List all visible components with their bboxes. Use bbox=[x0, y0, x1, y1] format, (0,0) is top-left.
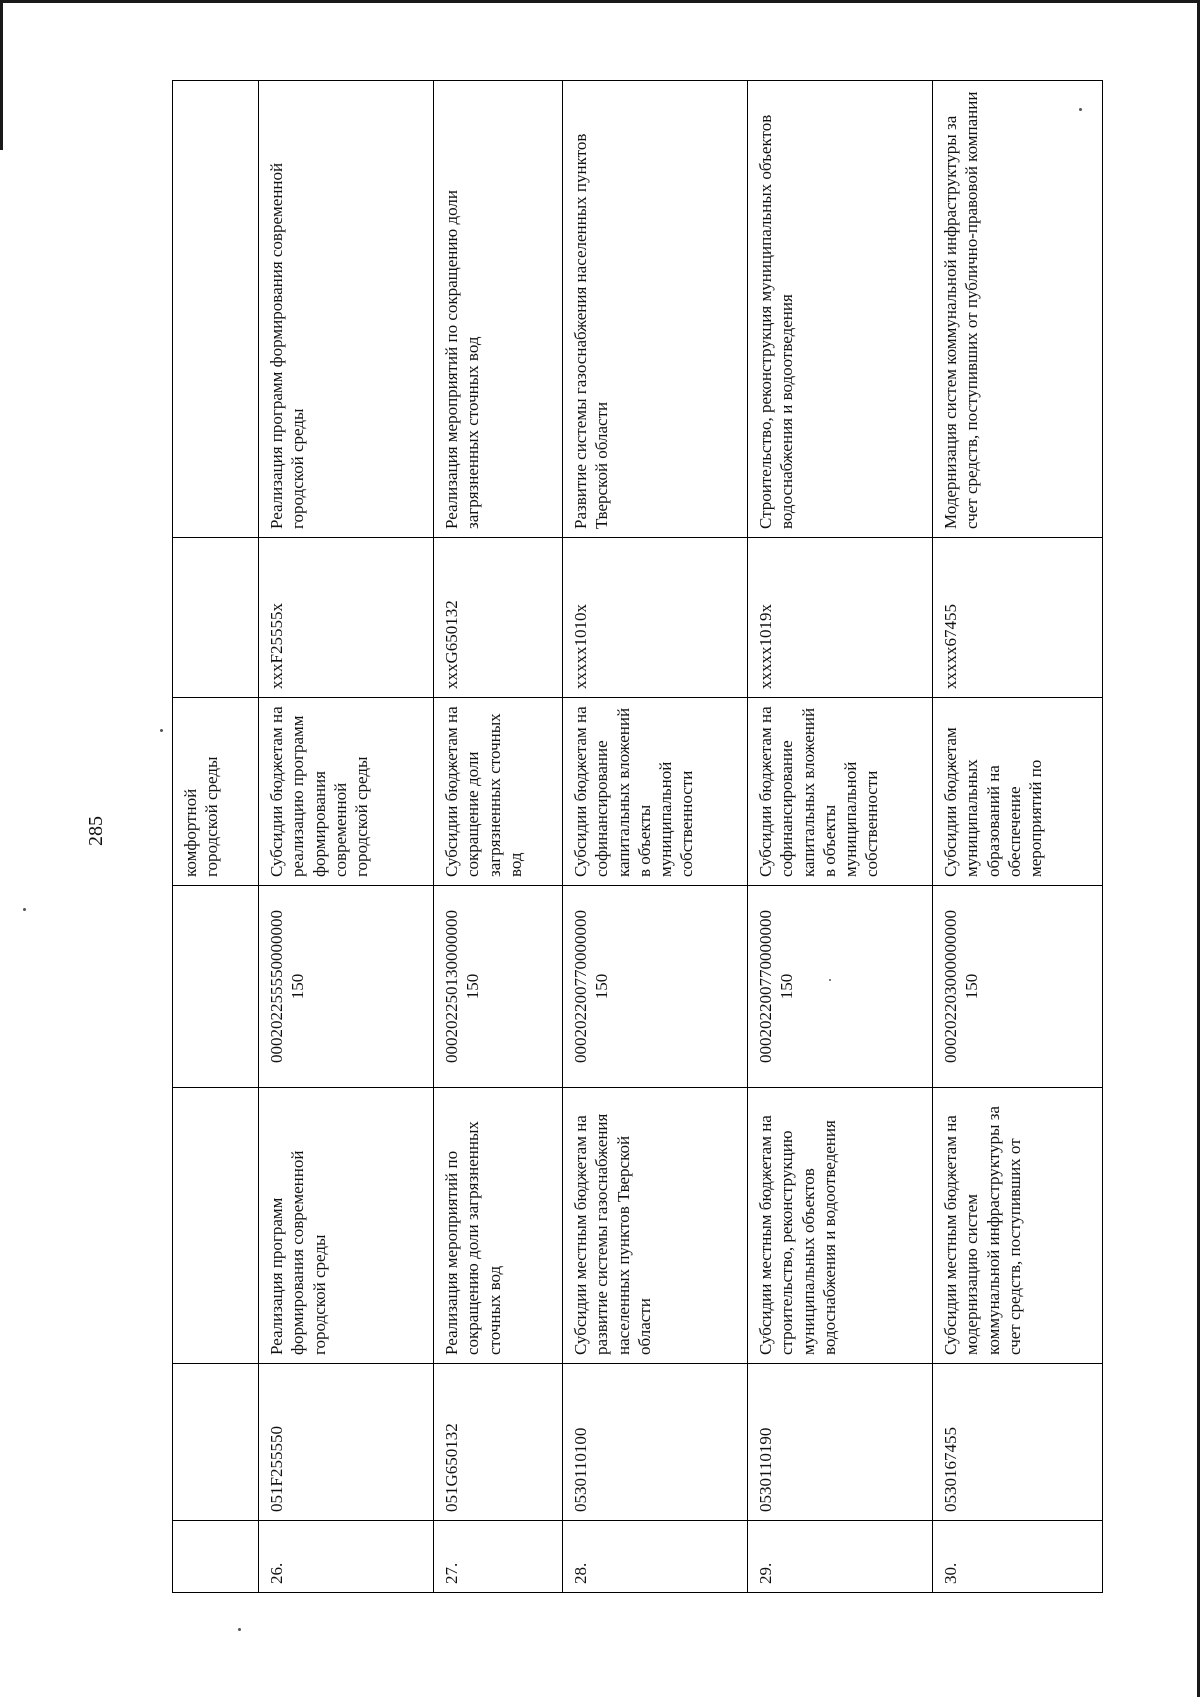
cell-purpose: Реализация программ формирования современной городской среды bbox=[259, 81, 434, 538]
cell-number bbox=[173, 1521, 259, 1593]
cell-subsidy: Субсидии бюджетам на сокращение доли загрязненных сточных вод bbox=[434, 698, 563, 886]
cell-kbk: 000202255550000000 150 bbox=[259, 886, 434, 1088]
budget-codes-table bbox=[172, 80, 1103, 1593]
cell-subsidy: Субсидии бюджетам муниципальных образований на обеспечение мероприятий по bbox=[933, 698, 1103, 886]
cell-number: 30. bbox=[933, 1521, 1103, 1593]
cell-name: Субсидии местным бюджетам на строительство, реконструкцию муниципальных объектов водоснабжения и водоотведения bbox=[748, 1088, 933, 1364]
cell-name: Реализация мероприятий по сокращению доли загрязненных сточных вод bbox=[434, 1088, 563, 1364]
table-row bbox=[933, 81, 1103, 1593]
cell-code: 0530110100 bbox=[563, 1364, 748, 1521]
cell-name bbox=[173, 1088, 259, 1364]
cell-code2: xxxG650132 bbox=[434, 538, 563, 698]
rotated-table-container bbox=[172, 80, 1103, 1593]
scan-border-top bbox=[0, 0, 1200, 3]
cell-code2: xxxxx1010x bbox=[563, 538, 748, 698]
cell-kbk: 000202200770000000 150 bbox=[748, 886, 933, 1088]
cell-kbk bbox=[173, 886, 259, 1088]
cell-code: 051F255550 bbox=[259, 1364, 434, 1521]
cell-number: 26. bbox=[259, 1521, 434, 1593]
table-row bbox=[563, 81, 748, 1593]
cell-kbk: 000202200770000000 150 bbox=[563, 886, 748, 1088]
cell-code2: xxxF25555x bbox=[259, 538, 434, 698]
cell-number: 29. bbox=[748, 1521, 933, 1593]
scan-speck bbox=[23, 908, 26, 911]
cell-purpose: Модернизация систем коммунальной инфраструктуры за счет средств, поступивших от публично-правовой компании bbox=[933, 81, 1103, 538]
scan-speck bbox=[160, 729, 163, 732]
cell-code: 051G650132 bbox=[434, 1364, 563, 1521]
cell-code: 0530167455 bbox=[933, 1364, 1103, 1521]
cell-purpose: Развитие системы газоснабжения населенных пунктов Тверской области bbox=[563, 81, 748, 538]
page-number: 285 bbox=[85, 816, 107, 846]
scan-speck bbox=[238, 1628, 241, 1631]
cell-purpose: Реализация мероприятий по сокращению доли загрязненных сточных вод bbox=[434, 81, 563, 538]
cell-code2: xxxxx67455 bbox=[933, 538, 1103, 698]
cell-subsidy: комфортной городской среды bbox=[173, 698, 259, 886]
cell-name: Субсидии местным бюджетам на развитие системы газоснабжения населенных пунктов Тверской области bbox=[563, 1088, 748, 1364]
cell-name: Субсидии местным бюджетам на модернизацию систем коммунальной инфраструктуры за счет средств, поступивших от bbox=[933, 1088, 1103, 1364]
cell-purpose: Строительство, реконструкция муниципальных объектов водоснабжения и водоотведения bbox=[748, 81, 933, 538]
cell-number: 27. bbox=[434, 1521, 563, 1593]
cell-code bbox=[173, 1364, 259, 1521]
cell-number: 28. bbox=[563, 1521, 748, 1593]
cell-kbk: 000202203000000000 150 bbox=[933, 886, 1103, 1088]
cell-subsidy: Субсидии бюджетам на софинансирование капитальных вложений в объекты муниципальной собственности bbox=[748, 698, 933, 886]
cell-subsidy: Субсидии бюджетам на реализацию программ формирования современной городской среды bbox=[259, 698, 434, 886]
cell-subsidy: Субсидии бюджетам на софинансирование капитальных вложений в объекты муниципальной собственности bbox=[563, 698, 748, 886]
cell-purpose bbox=[173, 81, 259, 538]
cell-code2 bbox=[173, 538, 259, 698]
cell-name: Реализация программ формирования современной городской среды bbox=[259, 1088, 434, 1364]
table-header-continuation-row bbox=[173, 81, 259, 1593]
table-row bbox=[748, 81, 933, 1593]
cell-code: 0530110190 bbox=[748, 1364, 933, 1521]
cell-code2: xxxxx1019x bbox=[748, 538, 933, 698]
table-row bbox=[434, 81, 563, 1593]
cell-kbk: 000202250130000000 150 bbox=[434, 886, 563, 1088]
table-row bbox=[259, 81, 434, 1593]
scan-border-left bbox=[0, 0, 3, 150]
